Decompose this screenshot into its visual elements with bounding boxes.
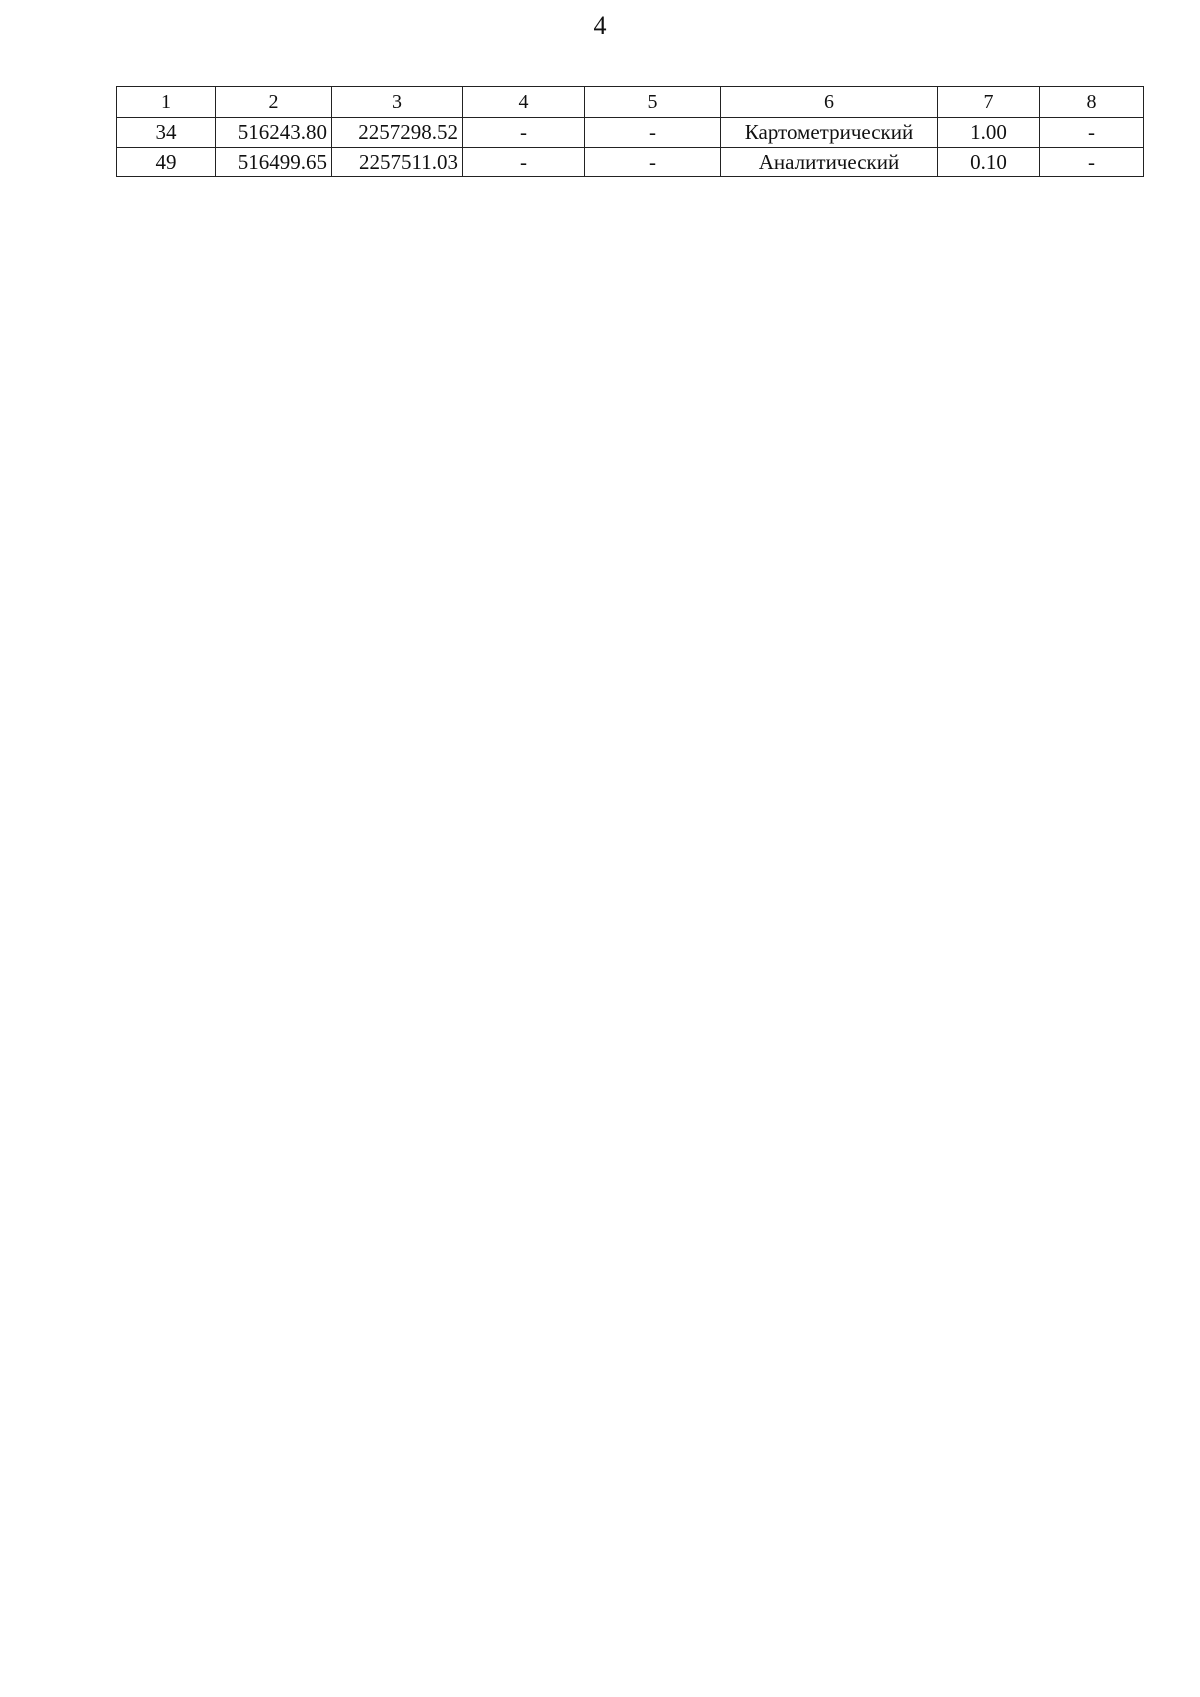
header-cell-col-4: 4 xyxy=(463,87,585,118)
header-cell-y-coordinate: 3 xyxy=(332,87,463,118)
page-number: 4 xyxy=(593,11,607,40)
header-cell-point-number: 1 xyxy=(117,87,216,118)
cell-method: Картометрический xyxy=(721,118,938,148)
cell-accuracy: 0.10 xyxy=(938,147,1040,177)
table-row xyxy=(117,147,1144,177)
header-cell-method: 6 xyxy=(721,87,938,118)
cell-col-8: - xyxy=(1040,147,1144,177)
cell-x-coordinate: 516243.80 xyxy=(216,118,332,148)
cell-col-4: - xyxy=(463,118,585,148)
cell-x-coordinate: 516499.65 xyxy=(216,147,332,177)
cell-y-coordinate: 2257298.52 xyxy=(332,118,463,148)
cell-y-coordinate: 2257511.03 xyxy=(332,147,463,177)
header-cell-accuracy: 7 xyxy=(938,87,1040,118)
cell-point-number: 34 xyxy=(117,118,216,148)
header-cell-col-8: 8 xyxy=(1040,87,1144,118)
cell-col-8: - xyxy=(1040,118,1144,148)
cell-col-4: - xyxy=(463,147,585,177)
cell-col-5: - xyxy=(585,118,721,148)
cell-col-5: - xyxy=(585,147,721,177)
header-cell-x-coordinate: 2 xyxy=(216,87,332,118)
cell-point-number: 49 xyxy=(117,147,216,177)
cell-accuracy: 1.00 xyxy=(938,118,1040,148)
table-row xyxy=(117,118,1144,148)
header-cell-col-5: 5 xyxy=(585,87,721,118)
coordinates-table xyxy=(116,86,1144,177)
cell-method: Аналитический xyxy=(721,147,938,177)
table-header-row xyxy=(117,87,1144,118)
